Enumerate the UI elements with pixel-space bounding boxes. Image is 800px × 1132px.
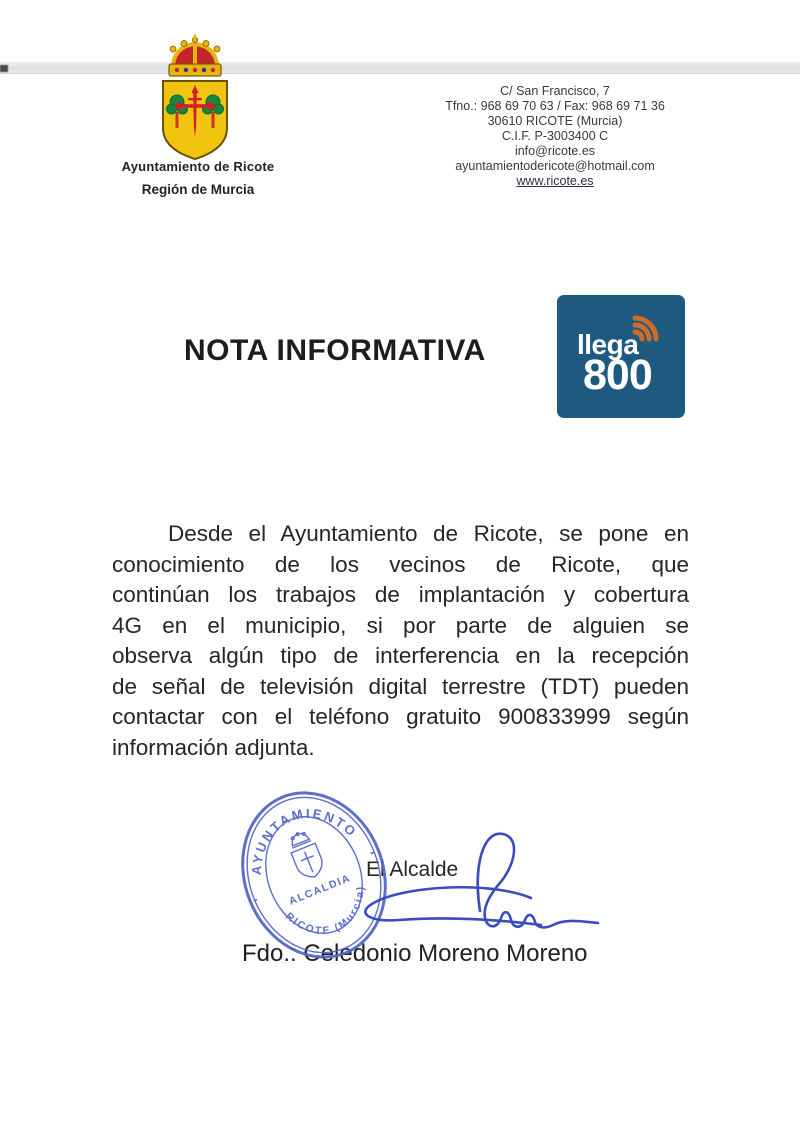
llega800-word: llega [577, 329, 639, 360]
website-link[interactable]: www.ricote.es [516, 174, 594, 188]
body-line: información adjunta. [112, 734, 315, 760]
mayor-signature [353, 816, 603, 946]
scan-artifact-band [0, 62, 800, 74]
document-title: NOTA INFORMATIVA [184, 334, 486, 367]
contact-block [425, 84, 685, 189]
stamp-bottom-text: RICOTE (Murcia) [282, 884, 367, 938]
contact-address: C/ San Francisco, 7 [500, 84, 610, 98]
crown-icon [169, 35, 221, 77]
body-line: continúan los trabajos de implantación y cobertura [112, 582, 689, 607]
scan-artifact-notch [0, 65, 8, 72]
org-region: Región de Murcia [141, 182, 255, 197]
org-name: Ayuntamiento de Ricote [121, 159, 275, 174]
body-line: conocimiento de los vecinos de Ricote, que [112, 551, 689, 577]
stamp-top-text: AYUNTAMIENTO [248, 805, 361, 876]
contact-postal-city: 30610 RICOTE (Murcia) [487, 114, 623, 128]
stamp-dash-right: - [366, 843, 377, 860]
contact-phone-fax: Tfno.: 968 69 70 63 / Fax: 968 69 71 36 [445, 99, 665, 113]
body-line: contactar con el teléfono gratuito 900833999 según [112, 704, 689, 729]
body-line: 4G en el municipio, si por parte de alguien se [112, 612, 689, 638]
llega800-logo [557, 295, 685, 418]
body-line: de señal de televisión digital terrestre (TDT) pueden [112, 673, 689, 699]
contact-email-secondary: ayuntamientodericote@hotmail.com [455, 159, 655, 173]
ricote-coat-of-arms-icon [150, 34, 240, 166]
role-label: El Alcalde [366, 858, 459, 881]
contact-cif: C.I.F. P-3003400 C [501, 129, 609, 143]
llega800-number: 800 [583, 351, 652, 399]
stamp-center-text: ALCALDIA [287, 871, 353, 908]
stamp-dash-left: - [249, 890, 261, 908]
signed-by-line: Fdo.: Celedonio Moreno Moreno [242, 940, 588, 967]
body-paragraph [112, 519, 689, 763]
contact-email-primary: info@ricote.es [514, 144, 596, 158]
shield-icon [163, 81, 227, 159]
body-line: Desde el Ayuntamiento de Ricote, se pone en [168, 521, 689, 546]
body-line: observa algún tipo de interferencia en la recepción [112, 643, 689, 668]
stamp-coat-of-arms-icon [285, 828, 327, 882]
